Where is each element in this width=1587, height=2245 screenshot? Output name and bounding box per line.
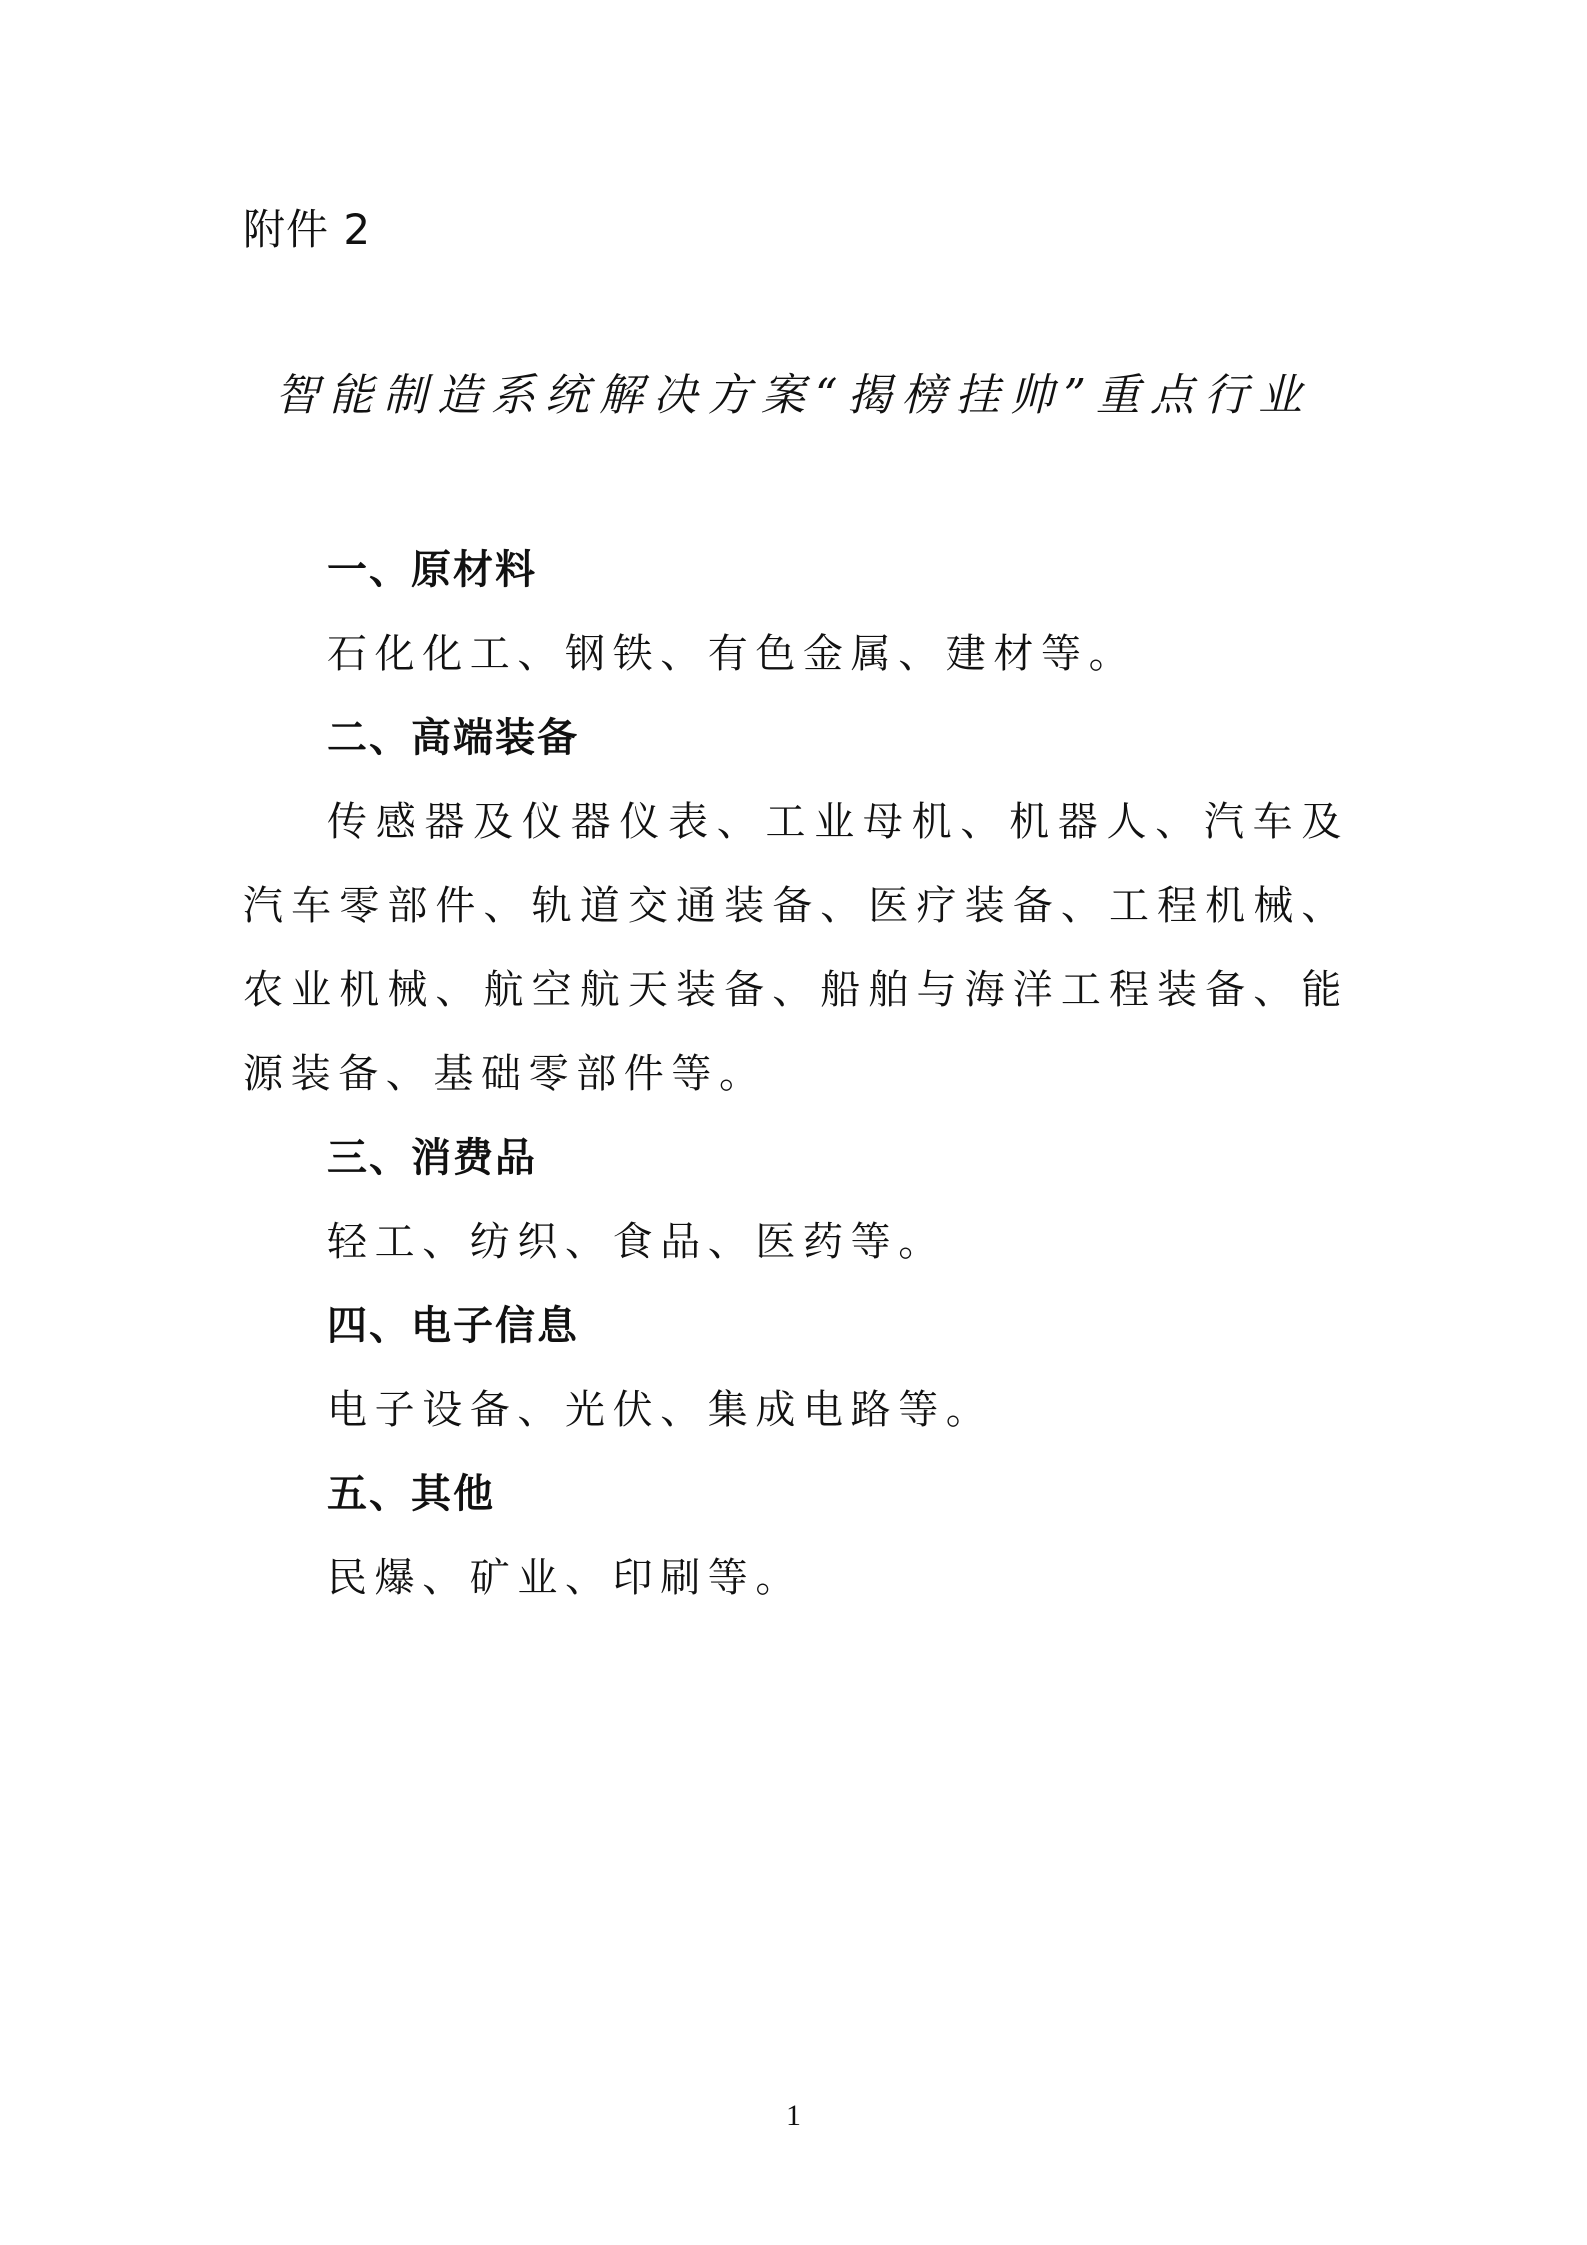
section-heading: 二、高端装备 [327,715,579,761]
section-raw-materials [243,528,1349,696]
section-text: 轻工、纺织、食品、医药等。 [327,1219,946,1265]
section-heading: 五、其他 [327,1471,495,1517]
section-heading: 一、原材料 [327,547,537,593]
document-title: 智能制造系统解决方案“揭榜挂帅”重点行业 [275,370,1312,421]
section-text: 石化化工、钢铁、有色金属、建材等。 [327,631,1137,677]
section-text: 传感器及仪器仪表、工业母机、机器人、汽车及汽车零部件、轨道交通装备、医疗装备、工程机械、农业机械、航空航天装备、船舶与海洋工程装备、能源装备、基础零部件等。 [243,799,1349,1097]
section-heading: 四、电子信息 [327,1303,579,1349]
page-number: 1 [786,2099,801,2132]
section-other [243,1452,1349,1620]
section-text: 电子设备、光伏、集成电路等。 [327,1387,994,1433]
section-high-end-equipment [243,696,1349,1116]
section-text: 民爆、矿业、印刷等。 [327,1555,803,1601]
section-electronic-information [243,1284,1349,1452]
section-consumer-goods [243,1116,1349,1284]
section-heading: 三、消费品 [327,1135,537,1181]
attachment-label: 附件 2 [243,205,372,254]
